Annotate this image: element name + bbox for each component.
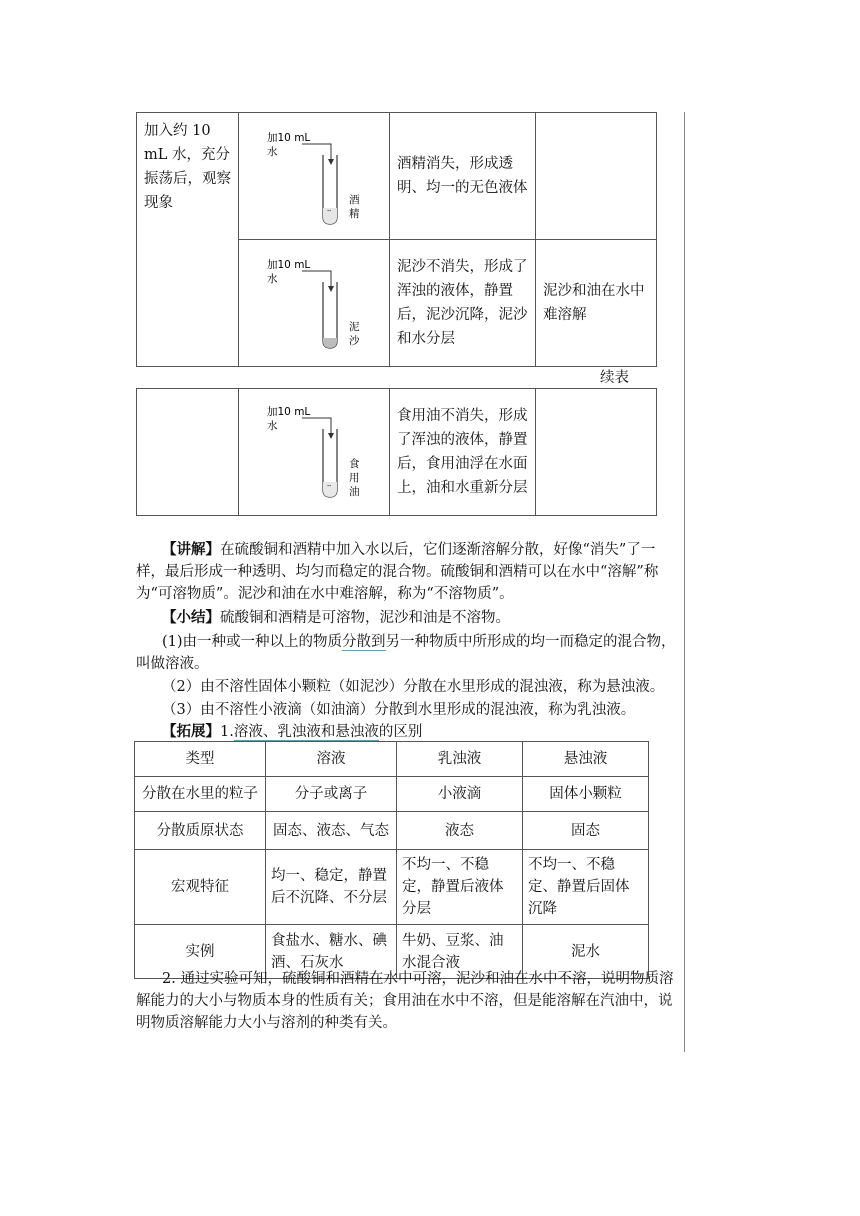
table-cell: 泥水 <box>523 925 649 979</box>
test-tube-figure <box>239 389 390 516</box>
table-cell: 固态 <box>523 812 649 850</box>
conclusion-cell <box>536 389 657 516</box>
tube-label-bottom: 水 <box>267 273 278 285</box>
tube-label-top: 加10 mL <box>267 132 311 144</box>
table-cell: 不均一、不稳定，静置后液体分层 <box>397 850 523 925</box>
header-cell: 类型 <box>135 742 266 777</box>
row-label: 分散质原状态 <box>135 812 266 850</box>
comparison-table <box>134 741 649 979</box>
continued-caption: 续表 <box>600 370 629 386</box>
substance-label-2: 精 <box>349 208 360 220</box>
extend-heading: 【拓展】1.溶液、乳浊液和悬浊液的区别 <box>162 723 423 740</box>
operation-cell <box>137 389 239 516</box>
table-cell: 小液滴 <box>397 777 523 812</box>
definition-solution: (1)由一种或一种以上的物质分散到另一种物质中所形成的均一而稳定的混合物，叫做溶液。 <box>136 634 676 672</box>
row-label: 实例 <box>135 925 266 979</box>
header-cell: 悬浊液 <box>523 742 649 777</box>
tube-label-bottom: 水 <box>267 146 278 158</box>
substance-label-2: 沙 <box>349 335 360 347</box>
test-tube-figure <box>239 113 390 240</box>
substance-label-1: 泥 <box>349 321 360 333</box>
table-cell: 液态 <box>397 812 523 850</box>
conclusion-paragraph: 2. 通过实验可知，硫酸铜和酒精在水中可溶，泥沙和油在水中不溶，说明物质溶解能力的大小与物质本身的性质有关；食用油在水中不溶，但是能溶解在汽油中，说明物质溶解能力大小与溶剂的种类有关。 <box>136 971 674 1031</box>
tube-label-bottom: 水 <box>267 420 278 432</box>
svg-text:ꞏꞏ: ꞏꞏ <box>327 482 332 490</box>
conclusion-cell <box>536 113 657 240</box>
substance-label-3: 油 <box>349 486 360 498</box>
header-cell: 乳浊液 <box>397 742 523 777</box>
table-cell: 固态、液态、气态 <box>266 812 397 850</box>
conclusion-cell: 泥沙和油在水中难溶解 <box>536 240 657 367</box>
operation-cell: 加入约 10 mL 水，充分振荡后，观察现象 <box>137 113 239 367</box>
substance-label-2: 用 <box>349 472 360 484</box>
table-cell: 均一、稳定，静置后不沉降、不分层 <box>266 850 397 925</box>
experiment-table-continued <box>136 388 657 516</box>
observation-cell: 酒精消失，形成透明、均一的无色液体 <box>390 113 536 240</box>
table-cell: 不均一、不稳定、静置后固体沉降 <box>523 850 649 925</box>
row-label: 宏观特征 <box>135 850 266 925</box>
row-label: 分散在水里的粒子 <box>135 777 266 812</box>
underline-mark: 分散到 <box>342 634 386 650</box>
explain-paragraph: 【讲解】在硫酸铜和酒精中加入水以后，它们逐渐溶解分散，好像“消失”了一样，最后形成一种透明、均匀而稳定的混合物。硫酸铜和酒精可以在水中“溶解”称为“可溶物质”。泥沙和油在水中难溶解，称为“不溶物质”。 <box>136 541 659 602</box>
test-tube-figure <box>239 240 390 367</box>
observation-cell: 食用油不消失，形成了浑浊的液体，静置后，食用油浮在水面上，油和水重新分层 <box>390 389 536 516</box>
table-cell: 固体小颗粒 <box>523 777 649 812</box>
substance-label-1: 酒 <box>349 194 360 206</box>
observation-cell: 泥沙不消失，形成了浑浊的液体，静置后，泥沙沉降，泥沙和水分层 <box>390 240 536 367</box>
definition-emulsion: （3）由不溶性小液滴（如油滴）分散到水里形成的混浊液，称为乳浊液。 <box>162 702 636 718</box>
header-cell: 溶液 <box>266 742 397 777</box>
definition-suspension: （2）由不溶性固体小颗粒（如泥沙）分散在水里形成的混浊液，称为悬浊液。 <box>162 679 665 695</box>
substance-label-1: 食 <box>349 458 360 470</box>
experiment-table <box>136 112 657 367</box>
table-cell: 牛奶、豆浆、油水混合液 <box>397 925 523 979</box>
margin-rule <box>684 112 685 1052</box>
tube-label-top: 加10 mL <box>267 259 311 271</box>
table-cell: 分子或离子 <box>266 777 397 812</box>
svg-text:ꞏꞏ: ꞏꞏ <box>327 207 332 215</box>
table-cell: 食盐水、糖水、碘酒、石灰水 <box>266 925 397 979</box>
summary-paragraph: 【小结】硫酸铜和酒精是可溶物，泥沙和油是不溶物。 <box>162 609 510 626</box>
tube-label-top: 加10 mL <box>267 406 311 418</box>
underline-mark: 溶液、乳浊液和悬浊液 <box>233 724 379 740</box>
